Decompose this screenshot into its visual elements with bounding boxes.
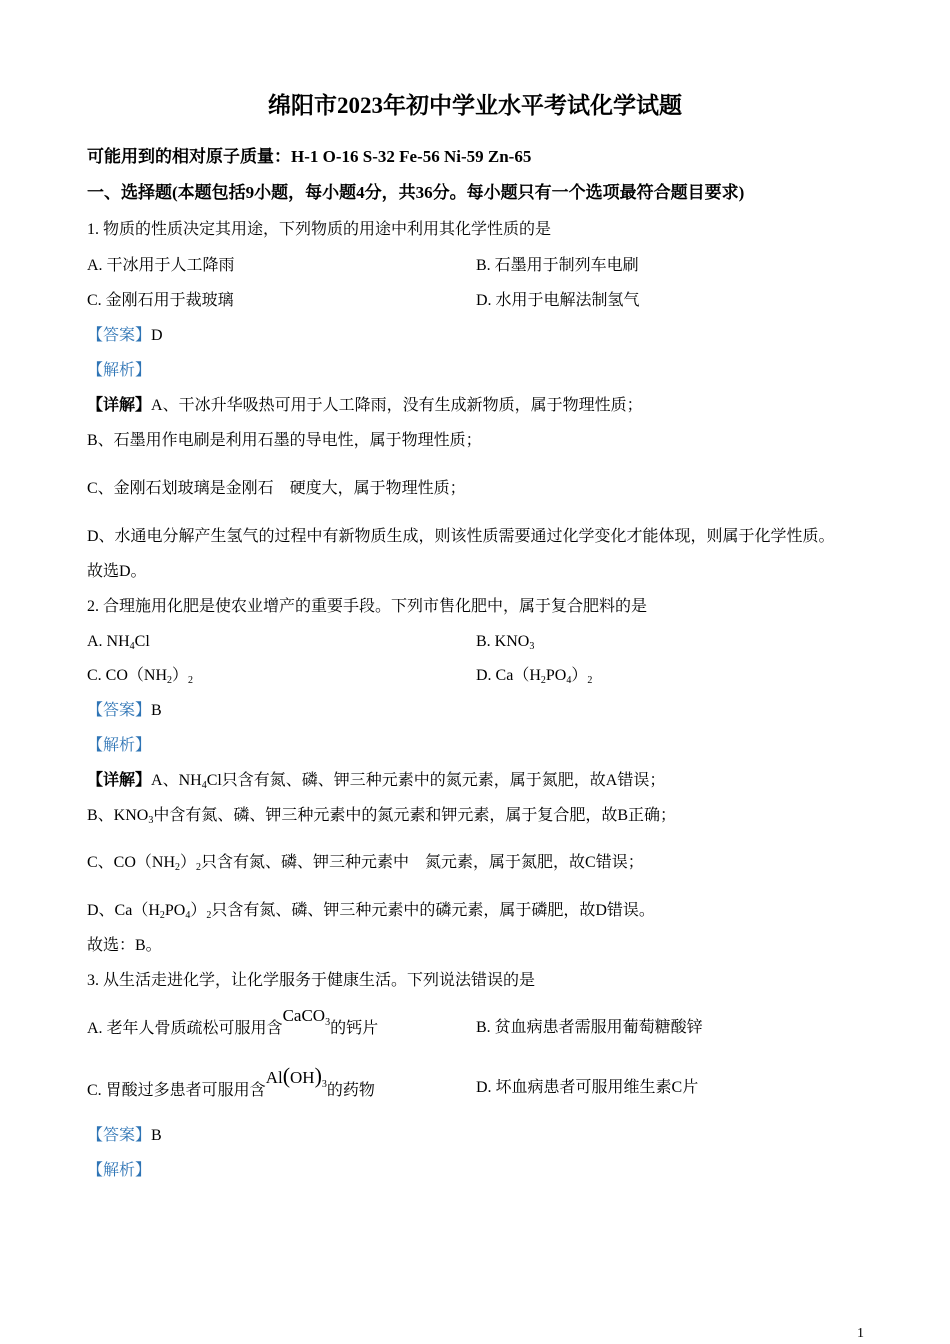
answer-value: B (151, 1127, 162, 1144)
q3-option-d: D. 坏血病患者可服用维生素C片 (476, 1079, 699, 1096)
q3-stem: 3. 从生活走进化学，让化学服务于健康生活。下列说法错误的是 (87, 972, 536, 989)
atomic-masses: 可能用到的相对原子质量：H-1 O-16 S-32 Fe-56 Ni-59 Zn-65 (87, 147, 532, 166)
q1-stem: 1. 物质的性质决定其用途，下列物质的用途中利用其化学性质的是 (87, 221, 552, 238)
q3-option-b: B. 贫血病患者需服用葡萄糖酸锌 (476, 1019, 703, 1036)
q1-option-d: D. 水用于电解法制氢气 (476, 292, 640, 309)
q2-detail-a: 【详解】A、$NH_4Cl$只含有氮、磷、钾三种元素中的氮元素，属于氮肥，故A错误； (87, 772, 666, 791)
q2-conclusion: 故选：B。 (87, 937, 162, 954)
q3-option-c: C. 胃酸过多患者可服用含$Al(OH)_3$的药物 (87, 1063, 375, 1099)
q1-detail-a (87, 396, 643, 416)
page-number: 1 (857, 1326, 864, 1341)
q1-detail-c: C、金刚石划玻璃是金刚石 硬度大，属于物理性质； (87, 480, 466, 497)
q2-option-d: D. $Ca(H_2PO_4)2$ (476, 667, 593, 686)
q1-option-a: A. 干冰用于人工降雨 (87, 257, 235, 274)
caco3-formula: CaCO$_3$ (282, 1006, 331, 1028)
q2-option-a: A. $NH_4Cl$ (87, 633, 150, 652)
q2-stem: 2. 合理施用化肥是使农业增产的重要手段。下列市售化肥中，属于复合肥料的是 (87, 598, 648, 615)
detail-text: A、干冰升华吸热可用于人工降雨，没有生成新物质，属于物理性质； (151, 397, 643, 414)
q2-option-b: B. $KNO_3$ (476, 633, 535, 652)
answer-tag: 【答案】 (87, 1127, 152, 1144)
q1-option-b: B. 石墨用于制列车电刷 (476, 257, 639, 274)
q1-conclusion: 故选D。 (87, 563, 147, 580)
detail-tag: 【详解】 (87, 772, 152, 789)
q2-option-c: C. $CO(NH_2)2$ (87, 667, 194, 686)
q1-detail-b: B、石墨用作电刷是利用石墨的导电性，属于物理性质； (87, 432, 482, 449)
detail-tag: 【详解】 (87, 397, 152, 414)
page-title: 绵阳市2023年初中学业水平考试化学试题 (268, 93, 682, 118)
answer-value: B (151, 702, 162, 719)
q2-detail-b: B、$KNO_3$中含有氮、磷、钾三种元素中的氮元素和钾元素，属于复合肥，故B正确； (87, 807, 677, 826)
q3-option-a: A. 老年人骨质疏松可服用含CaCO$_3$的钙片 (87, 1006, 379, 1037)
q2-detail-d: D、$Ca(H_2PO_4)2$只含有氮、磷、钾三种元素中的磷元素，属于磷肥，故D错误。 (87, 902, 655, 921)
aloh3-formula: $Al(OH)_3$ (265, 1063, 327, 1090)
q3-analysis-tag: 【解析】 (87, 1162, 152, 1179)
section-heading: 一、选择题(本题包括9小题，每小题4分，共36分。每小题只有一个选项最符合题目要求) (87, 183, 745, 202)
q1-answer (87, 326, 163, 346)
q2-detail-c: C、$CO(NH_2)2$只含有氮、磷、钾三种元素中 氮元素，属于氮肥，故C错误； (87, 854, 644, 873)
q1-analysis-tag: 【解析】 (87, 362, 152, 379)
q1-detail-d: D、水通电分解产生氢气的过程中有新物质生成，则该性质需要通过化学变化才能体现，则属于化学性质。 (87, 528, 835, 545)
q3-answer (87, 1126, 162, 1146)
answer-tag: 【答案】 (87, 702, 152, 719)
q2-analysis-tag: 【解析】 (87, 737, 152, 754)
answer-tag: 【答案】 (87, 327, 152, 344)
q1-option-c: C. 金刚石用于裁玻璃 (87, 292, 234, 309)
answer-value: D (151, 327, 163, 344)
q2-answer (87, 701, 162, 721)
